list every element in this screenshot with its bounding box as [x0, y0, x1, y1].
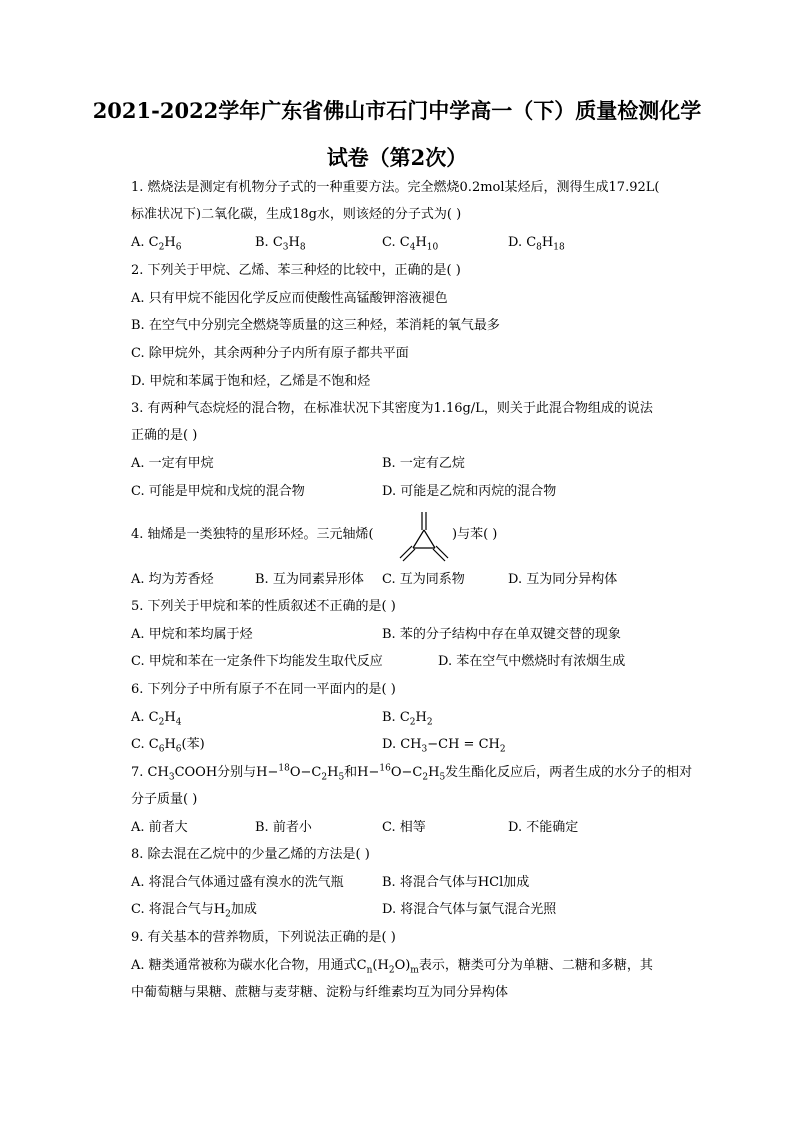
q7-option-a: A. 前者大 [131, 820, 188, 835]
q3-option-a: A. 一定有甲烷 [131, 456, 214, 471]
q5-stem: 5. 下列关于甲烷和苯的性质叙述不正确的是( ) [131, 599, 396, 614]
q4-option-a: A. 均为芳香烃 [131, 572, 214, 587]
q5-option-d: D. 苯在空气中燃烧时有浓烟生成 [438, 654, 626, 669]
q3-option-c: C. 可能是甲烷和戊烷的混合物 [131, 484, 305, 499]
q1-stem-line2: 标准状况下)二氧化碳，生成18g水，则该烃的分子式为( ) [131, 207, 462, 222]
q8-option-c: C. 将混合气与$H_2$加成 [131, 902, 257, 920]
q3-stem-line2: 正确的是( ) [131, 428, 198, 443]
q3-option-d: D. 可能是乙烷和丙烷的混合物 [382, 484, 557, 499]
q7-option-d: D. 不能确定 [508, 820, 579, 835]
q4-option-d: D. 互为同分异构体 [508, 572, 618, 587]
q7-option-b: B. 前者小 [255, 820, 312, 835]
page-title-line1: 2021-2022学年广东省佛山市石门中学高一（下）质量检测化学 [92, 98, 702, 123]
q9-option-a-line2: 中葡萄糖与果糖、蔗糖与麦芽糖、淀粉与纤维素均互为同分异构体 [131, 985, 509, 1000]
q4-option-b: B. 互为同素异形体 [255, 572, 364, 587]
page-title-line2: 试卷（第2次） [326, 145, 468, 170]
q1-option-b: B. $C_3H_8$ [255, 235, 306, 253]
q1-option-c: C. $C_4H_{10}$ [382, 235, 439, 253]
q9-stem: 9. 有关基本的营养物质，下列说法正确的是( ) [131, 930, 396, 945]
q2-option-b: B. 在空气中分别完全燃烧等质量的这三种烃，苯消耗的氧气最多 [131, 318, 500, 333]
q8-option-a: A. 将混合气体通过盛有溴水的洗气瓶 [131, 875, 344, 890]
q4-stem-part1: 4. 轴烯是一类独特的星形环烃。三元轴烯( [131, 527, 374, 542]
q1-option-a: A. $C_2H_6$ [131, 235, 182, 253]
q8-option-d: D. 将混合气体与氯气混合光照 [382, 902, 557, 917]
q5-option-a: A. 甲烷和苯均属于烃 [131, 627, 253, 642]
q6-option-b: B. $C_2H_2$ [382, 710, 433, 728]
q8-option-b: B. 将混合气体与HCl加成 [382, 875, 530, 890]
q5-option-b: B. 苯的分子结构中存在单双键交替的现象 [382, 627, 621, 642]
q6-stem: 6. 下列分子中所有原子不在同一平面内的是( ) [131, 682, 396, 697]
q2-option-c: C. 除甲烷外，其余两种分子内所有原子都共平面 [131, 346, 409, 361]
trimethylenecyclopropane-structure-image [395, 508, 453, 562]
q1-stem-line1: 1. 燃烧法是测定有机物分子式的一种重要方法。完全燃烧0.2mol某烃后，测得生成17.92L( [131, 180, 660, 195]
q3-option-b: B. 一定有乙烷 [382, 456, 465, 471]
q3-stem-line1: 3. 有两种气态烷烃的混合物，在标准状况下其密度为1.16g/L，则关于此混合物组成的说法 [131, 401, 653, 416]
q1-option-d: D. $C_8H_{18}$ [508, 235, 565, 253]
q4-option-c: C. 互为同系物 [382, 572, 465, 587]
q7-option-c: C. 相等 [382, 820, 426, 835]
q9-option-a-line1: A. 糖类通常被称为碳水化合物，用通式$C_n(H_2O)_m$表示，糖类可分为单糖、二糖和多糖，其 [131, 958, 653, 976]
q2-stem: 2. 下列关于甲烷、乙烯、苯三种烃的比较中，正确的是( ) [131, 263, 461, 278]
q5-option-c: C. 甲烷和苯在一定条件下均能发生取代反应 [131, 654, 383, 669]
q6-option-c: C. $C_6H_6$(苯) [131, 737, 205, 755]
q7-stem-line1: 7. $CH_3COOH$分别与$H-^{18}O-C_2H_5$和$H-^{16}O-C_2H_5$发生酯化反应后，两者生成的水分子的相对 [131, 763, 693, 783]
q6-option-a: A. $C_2H_4$ [131, 710, 182, 728]
q2-option-a: A. 只有甲烷不能因化学反应而使酸性高锰酸钾溶液褪色 [131, 291, 448, 306]
q2-option-d: D. 甲烷和苯属于饱和烃，乙烯是不饱和烃 [131, 374, 371, 389]
q7-stem-line2: 分子质量( ) [131, 792, 198, 807]
q8-stem: 8. 除去混在乙烷中的少量乙烯的方法是( ) [131, 847, 370, 862]
q4-stem-part2: )与苯( ) [452, 527, 498, 542]
q6-option-d: D. $CH_3-CH = CH_2$ [382, 737, 506, 755]
